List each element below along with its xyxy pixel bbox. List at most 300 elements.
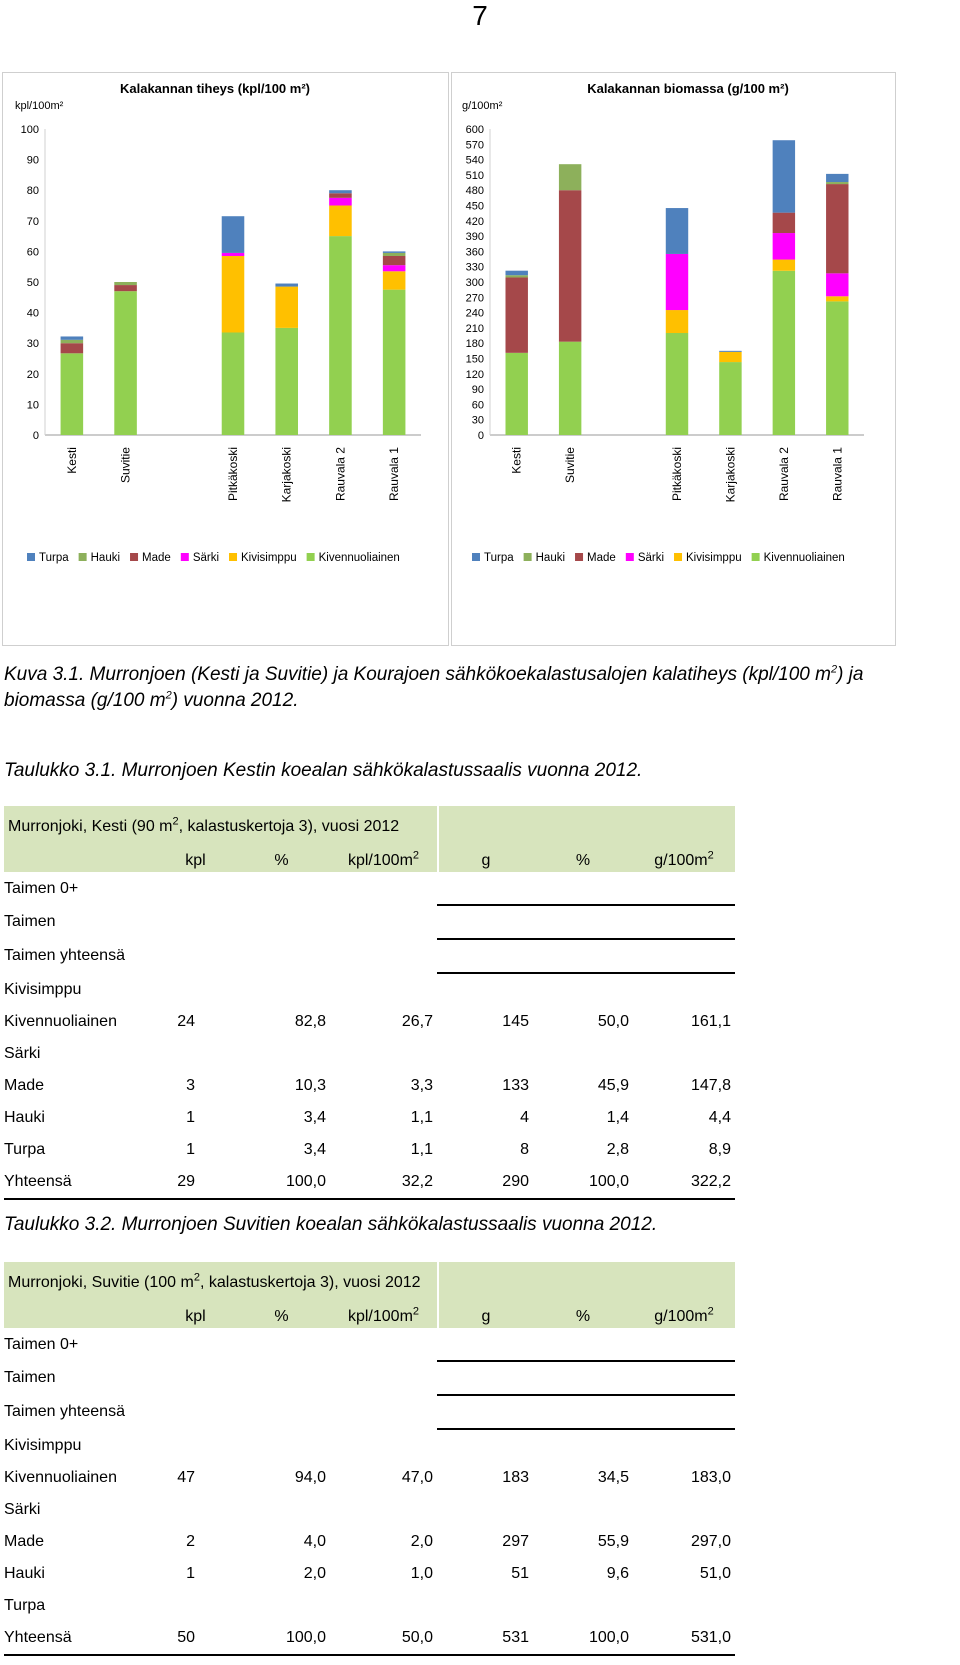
y-tick-label: 80 <box>26 185 39 198</box>
table-cell: 322,2 <box>633 1166 735 1199</box>
table-cell <box>633 1361 735 1395</box>
table-cell <box>233 1494 330 1526</box>
table-cell <box>233 1328 330 1361</box>
table-cell: 8 <box>438 1134 533 1166</box>
table-cell <box>233 1395 330 1429</box>
x-tick-label: Rauvala 1 <box>830 447 845 502</box>
density-chart-panel <box>2 72 449 646</box>
legend-swatch <box>130 553 138 561</box>
legend-swatch <box>524 553 532 561</box>
table-row <box>4 1166 735 1199</box>
table-cell: 4 <box>438 1102 533 1134</box>
bar-segment <box>329 193 352 198</box>
bar-segment <box>114 282 137 285</box>
table-cell: 24 <box>177 1013 195 1030</box>
table-row <box>4 1134 735 1166</box>
bar-segment <box>329 198 352 206</box>
y-tick-label: 570 <box>465 139 484 152</box>
row-label: Taimen yhteensä <box>4 947 125 964</box>
row-label: Yhteensä <box>4 1622 158 1655</box>
legend-swatch <box>674 553 682 561</box>
table-row <box>4 1395 735 1429</box>
table-cell <box>233 1361 330 1395</box>
table-cell <box>438 1429 533 1462</box>
legend-swatch <box>181 553 189 561</box>
table-cell <box>633 1494 735 1526</box>
y-tick-label: 180 <box>465 338 484 351</box>
y-tick-label: 270 <box>465 292 484 305</box>
bar-segment <box>719 352 741 362</box>
legend-label: Hauki <box>90 552 121 564</box>
table-cell: 34,5 <box>597 1469 629 1486</box>
x-tick-label: Kesti <box>64 447 79 474</box>
y-axis-label: g/100m² <box>462 100 503 112</box>
table-row <box>4 1328 735 1361</box>
x-tick-label: Kesti <box>509 447 524 474</box>
bar-segment <box>773 271 795 435</box>
table-column-header: % <box>533 1292 633 1328</box>
bar-segment <box>505 271 527 276</box>
table-cell <box>533 939 633 973</box>
table-cell <box>633 1395 735 1429</box>
bar-segment <box>329 190 352 193</box>
bar-segment <box>383 251 406 253</box>
table-row <box>4 1622 735 1655</box>
legend-swatch <box>626 553 634 561</box>
legend-label: Turpa <box>39 552 69 564</box>
table-cell <box>233 872 330 905</box>
bar-segment <box>61 343 84 353</box>
biomass-chart <box>452 73 895 645</box>
table-cell: 297,0 <box>690 1533 731 1550</box>
table-cell <box>233 905 330 939</box>
table-cell: 531,0 <box>633 1622 735 1655</box>
table-cell <box>158 1038 233 1070</box>
y-tick-label: 210 <box>465 322 484 335</box>
table-cell <box>330 1395 438 1429</box>
table1-kesti <box>4 806 735 1200</box>
bar-segment <box>505 275 527 277</box>
row-label: Taimen <box>4 1369 56 1386</box>
legend-label: Kivennuoliainen <box>318 552 400 564</box>
row-label: Kivisimppu <box>4 1436 82 1454</box>
chart-title: Kalakannan tiheys (kpl/100 m²) <box>119 81 311 96</box>
table-header-spacer <box>438 1262 735 1292</box>
bar-segment <box>719 351 741 352</box>
bar-segment <box>275 284 298 287</box>
table-cell <box>533 1361 633 1395</box>
row-label: Taimen 0+ <box>4 1335 79 1353</box>
legend-label: Kivisimppu <box>686 552 742 564</box>
table-cell <box>158 1328 233 1361</box>
table-cell <box>233 1590 330 1622</box>
legend-swatch <box>79 553 87 561</box>
bar-segment <box>826 174 848 182</box>
y-tick-label: 150 <box>465 353 484 366</box>
y-tick-label: 70 <box>26 215 39 228</box>
bar-segment <box>383 290 406 435</box>
bar-segment <box>826 301 848 435</box>
y-tick-label: 20 <box>26 368 39 381</box>
bar-segment <box>773 140 795 212</box>
table-cell: 9,6 <box>606 1565 629 1582</box>
table-column-header: kpl <box>158 1292 233 1328</box>
y-tick-label: 30 <box>471 414 484 427</box>
table-cell <box>533 1494 633 1526</box>
table-cell <box>438 1494 533 1526</box>
table-cell: 1,1 <box>410 1109 433 1126</box>
table-cell <box>438 939 533 973</box>
table-row <box>4 939 735 973</box>
x-tick-label: Karjakoski <box>723 447 738 503</box>
table-cell <box>158 973 233 1006</box>
table-column-header: kpl/$100m^2$ <box>330 1292 438 1328</box>
table-cell: 2,0 <box>303 1565 326 1582</box>
row-label: Hauki <box>4 1109 45 1126</box>
table-cell <box>438 872 533 905</box>
table-cell: 8,9 <box>708 1141 731 1158</box>
y-tick-label: 240 <box>465 307 484 320</box>
table-cell <box>330 872 438 905</box>
bar-segment <box>275 287 298 328</box>
table-cell <box>158 872 233 905</box>
y-tick-label: 420 <box>465 215 484 228</box>
row-label: Turpa <box>4 1141 46 1158</box>
table-column-header: kpl <box>158 836 233 872</box>
bar-segment <box>505 277 527 352</box>
table-row <box>4 1494 735 1526</box>
y-tick-label: 60 <box>471 399 484 412</box>
table-cell <box>233 973 330 1006</box>
table-cell <box>633 872 735 905</box>
table-header-empty <box>4 1292 158 1328</box>
row-label: Kivennuoliainen <box>4 1469 117 1486</box>
legend-label: Särki <box>192 552 220 564</box>
table1-caption: Taulukko 3.1. Murronjoen Kestin koealan sähkökalastussaalis vuonna 2012. <box>4 760 643 781</box>
table-cell: 2,0 <box>410 1533 433 1550</box>
table-row <box>4 1429 735 1462</box>
table-cell <box>633 1590 735 1622</box>
table-cell <box>533 1328 633 1361</box>
table-cell <box>330 1361 438 1395</box>
figure-caption <box>4 662 954 714</box>
table-cell <box>533 1038 633 1070</box>
table-cell: 147,8 <box>690 1077 731 1094</box>
bar-segment <box>383 265 406 271</box>
bar-segment <box>666 310 688 333</box>
table-cell: 45,9 <box>597 1077 629 1094</box>
table2-caption: Taulukko 3.2. Murronjoen Suvitien koealan sähkökalastussaalis vuonna 2012. <box>4 1214 658 1235</box>
legend-label: Kivennuoliainen <box>763 552 845 564</box>
table-cell <box>330 905 438 939</box>
table-cell: 51 <box>438 1558 533 1590</box>
table-cell: 3,4 <box>303 1109 326 1126</box>
table-column-header: $g/100m^2$ <box>633 1292 735 1328</box>
caption-text: biomassa (g/100 m <box>4 690 166 711</box>
caption-text: ) ja <box>837 664 864 685</box>
y-tick-label: 50 <box>26 277 39 289</box>
legend-label: Särki <box>637 552 665 564</box>
table-cell: 2,8 <box>606 1141 629 1158</box>
bar-segment <box>773 260 795 271</box>
bar-segment <box>114 291 137 435</box>
y-tick-label: 40 <box>26 307 39 320</box>
table-cell <box>158 1361 233 1395</box>
table-header-spacer <box>438 806 735 836</box>
table-cell: 26,7 <box>401 1013 433 1030</box>
y-tick-label: 60 <box>26 246 39 259</box>
table-cell <box>233 939 330 973</box>
x-tick-label: Rauvala 2 <box>333 447 348 502</box>
table-cell <box>438 1590 533 1622</box>
x-tick-label: Suvitie <box>118 447 133 484</box>
y-tick-label: 360 <box>465 246 484 259</box>
table-row <box>4 1526 735 1558</box>
legend-swatch <box>472 553 480 561</box>
table-cell <box>330 1590 438 1622</box>
table-cell: 183 <box>438 1462 533 1494</box>
table-cell <box>158 1590 233 1622</box>
bar-segment <box>222 253 245 256</box>
row-label: Turpa <box>4 1597 46 1614</box>
bar-segment <box>826 184 848 273</box>
y-tick-label: 330 <box>465 261 484 274</box>
table-cell: 100,0 <box>233 1166 330 1199</box>
legend-swatch <box>307 553 315 561</box>
table-cell: 32,2 <box>330 1166 438 1199</box>
table-cell <box>633 973 735 1006</box>
bar-segment <box>383 256 406 265</box>
legend-swatch <box>27 553 35 561</box>
table-column-header: % <box>533 836 633 872</box>
table-cell <box>158 1494 233 1526</box>
bar-segment <box>826 182 848 184</box>
bar-segment <box>666 333 688 435</box>
table-row <box>4 905 735 939</box>
table-cell: 3 <box>186 1077 195 1094</box>
table-row <box>4 1462 735 1494</box>
table-cell: 94,0 <box>294 1469 326 1486</box>
table-cell: 4,0 <box>303 1533 326 1550</box>
bar-segment <box>383 253 406 256</box>
y-tick-label: 300 <box>465 277 484 289</box>
bar-segment <box>275 328 298 435</box>
table-cell <box>330 939 438 973</box>
table-cell: 100,0 <box>233 1622 330 1655</box>
table-cell <box>533 973 633 1006</box>
table-cell <box>533 905 633 939</box>
table-header-title: Murronjoki, Kesti (90 $m^2$, kalastuskertoja 3), vuosi 2012 <box>4 806 438 836</box>
table-cell <box>533 1429 633 1462</box>
table-cell <box>438 1361 533 1395</box>
table-cell: 47,0 <box>401 1469 433 1486</box>
table-cell: 1,0 <box>410 1565 433 1582</box>
table-cell: 1,4 <box>606 1109 629 1126</box>
chart-title: Kalakannan biomassa (g/100 m²) <box>587 81 789 96</box>
bar-segment <box>826 296 848 301</box>
table-cell: 3,4 <box>303 1141 326 1158</box>
row-label: Taimen <box>4 913 56 930</box>
y-tick-label: 0 <box>32 430 39 442</box>
table-column-header: g <box>438 1292 533 1328</box>
table-row <box>4 1102 735 1134</box>
table-cell: 50,0 <box>597 1013 629 1030</box>
table-cell <box>633 939 735 973</box>
bar-segment <box>329 236 352 435</box>
bar-segment <box>505 353 527 435</box>
table-cell <box>633 905 735 939</box>
table-cell: 51,0 <box>699 1565 731 1582</box>
table-cell: 55,9 <box>597 1533 629 1550</box>
row-label: Made <box>4 1077 45 1094</box>
caption-text: Kuva 3.1. Murronjoen (Kesti ja Suvitie) ja Kourajoen sähkökoekalastusalojen kalatiheys (kpl/100 m <box>4 664 831 685</box>
table-row <box>4 1361 735 1395</box>
table-cell: 3,3 <box>410 1077 433 1094</box>
table-row <box>4 1070 735 1102</box>
table-cell <box>438 1038 533 1070</box>
table-cell <box>438 1395 533 1429</box>
table-cell: 183,0 <box>690 1469 731 1486</box>
legend-label: Turpa <box>484 552 514 564</box>
table-cell <box>533 1590 633 1622</box>
table-cell: 161,1 <box>690 1013 731 1030</box>
table-column-header: % <box>233 1292 330 1328</box>
caption-sup: 2 <box>830 663 838 676</box>
x-tick-label: Rauvala 2 <box>776 447 791 502</box>
legend-swatch <box>575 553 583 561</box>
row-label: Kivisimppu <box>4 980 82 998</box>
y-tick-label: 90 <box>26 154 39 167</box>
x-tick-label: Suvitie <box>563 447 578 484</box>
row-label: Taimen 0+ <box>4 879 79 897</box>
table-cell <box>633 1038 735 1070</box>
y-tick-label: 450 <box>465 200 484 213</box>
table-cell: 50 <box>158 1622 233 1655</box>
bar-segment <box>666 208 688 254</box>
legend-label: Made <box>587 552 616 564</box>
table-column-header: % <box>233 836 330 872</box>
caption-text: ) vuonna 2012. <box>171 690 299 711</box>
y-tick-label: 510 <box>465 169 484 182</box>
y-tick-label: 90 <box>471 384 484 397</box>
bar-segment <box>773 233 795 260</box>
bar-segment <box>559 190 581 341</box>
row-label: Särki <box>4 1045 41 1062</box>
y-tick-label: 540 <box>465 154 484 167</box>
table-cell <box>158 1429 233 1462</box>
table-cell: 29 <box>158 1166 233 1199</box>
table-cell <box>330 1494 438 1526</box>
y-tick-label: 0 <box>477 430 484 442</box>
table-cell: 145 <box>438 1006 533 1038</box>
table-cell <box>633 1429 735 1462</box>
table-row <box>4 1006 735 1038</box>
table-header-title: Murronjoki, Suvitie (100 $m^2$, kalastuskertoja 3), vuosi 2012 <box>4 1262 438 1292</box>
table-cell <box>438 1328 533 1361</box>
bar-segment <box>666 254 688 310</box>
table-cell <box>533 1395 633 1429</box>
table-cell <box>633 1328 735 1361</box>
table-cell: 82,8 <box>294 1013 326 1030</box>
table-column-header: g <box>438 836 533 872</box>
bar-segment <box>773 213 795 233</box>
y-tick-label: 480 <box>465 185 484 198</box>
table-cell: 10,3 <box>294 1077 326 1094</box>
table-cell: 290 <box>438 1166 533 1199</box>
table-cell: 297 <box>438 1526 533 1558</box>
legend-label: Kivisimppu <box>241 552 297 564</box>
row-label: Made <box>4 1533 45 1550</box>
legend-label: Hauki <box>535 552 566 564</box>
bar-segment <box>329 206 352 237</box>
table-cell <box>330 1429 438 1462</box>
bar-segment <box>383 271 406 289</box>
table-cell: 1 <box>186 1565 195 1582</box>
table-cell: 100,0 <box>533 1622 633 1655</box>
table-cell <box>533 872 633 905</box>
row-label: Särki <box>4 1501 41 1518</box>
table-row <box>4 973 735 1006</box>
row-label: Yhteensä <box>4 1166 158 1199</box>
table-cell: 2 <box>186 1533 195 1550</box>
page-number: 7 <box>472 0 488 31</box>
row-label: Kivennuoliainen <box>4 1013 117 1030</box>
y-tick-label: 100 <box>20 124 39 136</box>
table-cell: 531 <box>438 1622 533 1655</box>
row-label: Hauki <box>4 1565 45 1582</box>
bar-segment <box>559 164 581 190</box>
bar-segment <box>719 362 741 435</box>
table-cell <box>233 1429 330 1462</box>
table-cell <box>330 1328 438 1361</box>
bar-segment <box>61 353 84 435</box>
table-column-header: kpl/$100m^2$ <box>330 836 438 872</box>
density-chart <box>3 73 448 645</box>
table-row <box>4 872 735 905</box>
table-cell <box>158 939 233 973</box>
legend-swatch <box>752 553 760 561</box>
table-cell <box>438 905 533 939</box>
bar-segment <box>61 340 84 343</box>
x-tick-label: Pitkäkoski <box>670 447 684 502</box>
table-cell: 47 <box>177 1469 195 1486</box>
table-cell <box>158 905 233 939</box>
x-tick-label: Pitkäkoski <box>226 447 240 502</box>
table-cell <box>158 1395 233 1429</box>
y-tick-label: 390 <box>465 231 484 244</box>
bar-segment <box>222 256 245 332</box>
bar-segment <box>61 336 84 339</box>
table-cell: 100,0 <box>533 1166 633 1199</box>
table-row <box>4 1558 735 1590</box>
table-cell <box>233 1038 330 1070</box>
table-column-header: $g/100m^2$ <box>633 836 735 872</box>
bar-segment <box>222 332 245 435</box>
table-row <box>4 1590 735 1622</box>
table-cell <box>330 973 438 1006</box>
y-tick-label: 120 <box>465 368 484 381</box>
table-cell: 4,4 <box>708 1109 731 1126</box>
bar-segment <box>559 342 581 435</box>
table-cell: 1,1 <box>410 1141 433 1158</box>
x-tick-label: Rauvala 1 <box>387 447 402 502</box>
bar-segment <box>826 273 848 296</box>
y-axis-label: kpl/100m² <box>15 100 64 112</box>
table-cell: 1 <box>186 1109 195 1126</box>
table-cell <box>330 1038 438 1070</box>
row-label: Taimen yhteensä <box>4 1403 125 1420</box>
bar-segment <box>114 285 137 291</box>
